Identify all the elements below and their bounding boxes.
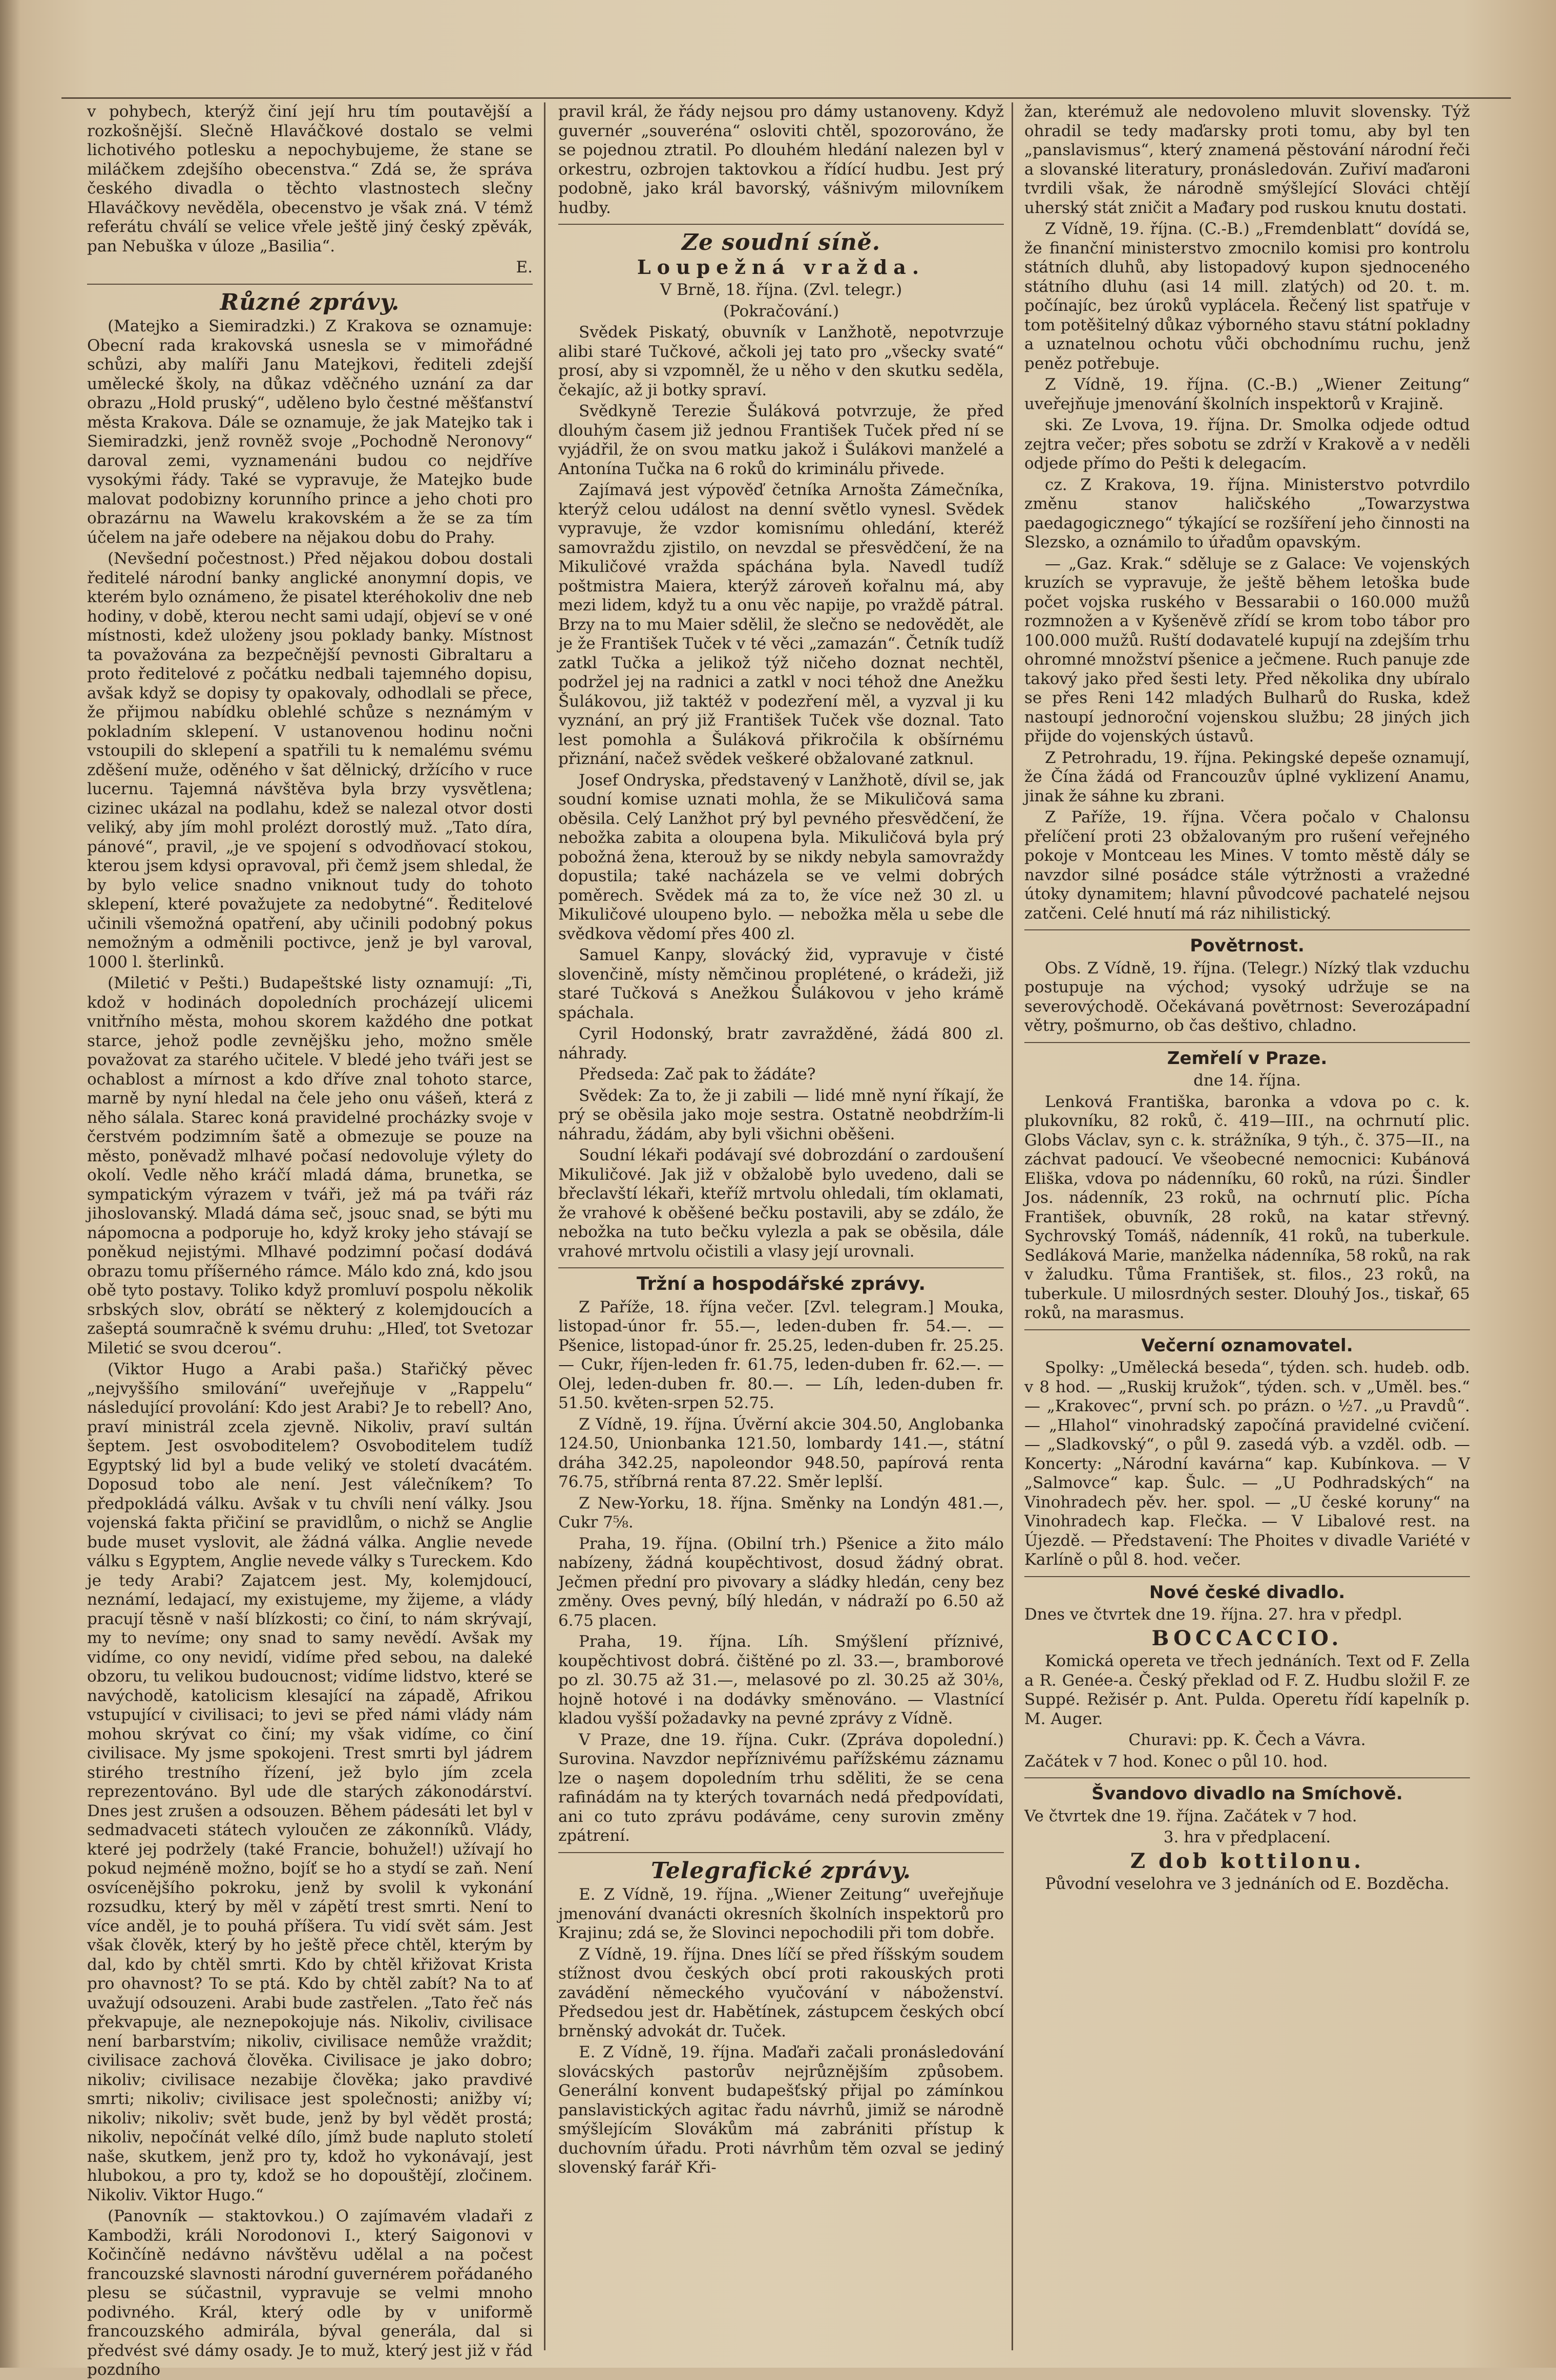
column-2 (558, 102, 1004, 2350)
telegraph-item: cz. Z Krakova, 19. října. Ministerstvo potvrdilo změnu stanov haličského „Towarzystwa paedagogicznego“ týkající se rozšíření jeho činnosti na Slezsko, a oznámilo to úřadům opavským. (1024, 475, 1470, 551)
theatre-date: Ve čtvrtek dne 19. října. Začátek v 7 hod. (1024, 1807, 1357, 1825)
column-rule-2 (1012, 102, 1013, 2350)
column-3 (1024, 102, 1470, 2350)
play-title: Z dob kottilonu. (1130, 1848, 1364, 1873)
market-item: Z Paříže, 18. října večer. [Zvl. telegram.] Mouka, listopad-únor fr. 55.—, leden-duben fr. 54.—. — Pšenice, listopad-únor fr. 25.25, leden-duben fr. 25.25. — Cukr, říjen-leden fr. 61.75, leden-duben fr. 62.—. — Olej, leden-duben fr. 80.—. — Líh, leden-duben fr. 51.50. květen-srpen 52.75. (558, 1298, 1004, 1412)
column-rule-1 (544, 102, 545, 2350)
court-text: Svědkyně Terezie Šuláková potvrzuje, že před dlouhým časem již jednou František Tuček před ní se vyjádřil, že on svou matku jakož i Šulákovi manželé a Antonína Tučka na 6 roků do kriminálu přivede. (558, 402, 1004, 478)
news-item: (Panovník — staktovkou.) O zajímavém vladaři z Kambodži, králi Norodonovi I., který Saigonovi v Kočinčíně nedávno návštěvu udělal a na počest francouzské slavnosti národní guvernérem pořádaného plesu se súčastnil, vypravuje se velmi mnoho podivného. Král, který odle by v uniformě francouzského admirála, býval generála, dal si předvést své dámy osady. Je to muž, který jest již v řád pozdního (87, 2207, 533, 2379)
article-signature: E. (516, 258, 533, 277)
divider (558, 1267, 1004, 1268)
telegraph-item: Z Vídně, 19. října. (C.-B.) „Wiener Zeitung“ uveřejňuje jmenování školních inspektorů v Krajině. (1024, 375, 1470, 413)
telegraph-item: E. Z Vídně, 19. října. Maďaři začali pronásledování slovácských pastorův nejrůznějším způsobem. Generální konvent budapešťský přijal po zámínkou panslavistických agitac řadu návrhů, jimiž se národně smýšlejícím Slovákům má zabrániti přístup k duchovním úřadu. Proti návrhům těm ozval se jediný slovenský farář Kři- (558, 2043, 1004, 2177)
telegraph-item: ski. Ze Lvova, 19. října. Dr. Smolka odjede odtud zejtra večer; přes sobotu se zdrží v Krakově a v neděli odjede přímo do Pešti k delegacím. (1024, 416, 1470, 473)
subscription-note: 3. hra v předplacení. (1163, 1828, 1331, 1846)
market-item: Z New-Yorku, 18. října. Směnky na Londýn 481.—, Cukr 7⅝. (558, 1494, 1004, 1532)
section-heading: Telegrafické zprávy. (651, 1857, 911, 1884)
court-text: Josef Ondryska, představený v Lanžhotě, dívil se, jak soudní komise uznati mohla, že se Mikuličová sama oběsila. Celý Lanžhot prý byl pevného přesvědčení, že nebožka zabita a oloupena byla. Mikuličová byla prý pobožná žena, kterouž by se nikdy nebyla samovraždy dopustila; také nacházela se ve velmi dobrých poměrech. Svědek má za to, že více než 30 zl. u Mikuličové uloupeno bylo. — nebožka měla u sebe dle svědkova vědomí přes 400 zl. (558, 771, 1004, 943)
section-heading: Večerní oznamovatel. (1141, 1335, 1353, 1356)
play-description: Původní veselohra ve 3 jednáních od E. Bozděcha. (1045, 1875, 1449, 1893)
events-list: Spolky: „Umělecká beseda“, týden. sch. hudeb. odb. v 8 hod. — „Ruskij kružok“, týden. sch. v „Uměl. bes.“ — „Krakovec“, první sch. po prázn. o ½7. „u Pravdů“. — „Hlahol“ vinohradský započíná pravidelné cvičení. — „Sladkovský“, o půl 9. zasedá výb. a vzděl. odb. — Koncerty: „Národní kavárna“ kap. Kubínkova. — V „Salmovce“ kap. Šulc. — „U Podhradských“ na Vinohradech pěv. her. spol. — „U české koruny“ na Vinohradech kap. Flečka. — V Libalové rest. na Újezdě. — Představení: The Phoites v divadle Variété v Karlíně o půl 8. hod. večer. (1024, 1358, 1470, 1569)
weather-report: Obs. Z Vídně, 19. října. (Telegr.) Nízký tlak vzduchu postupuje na východ; vysoký udržuje se na severovýchodě. Očekávaná povětrnost: Severozápadní větry, pošmurno, ob čas deštivo, chladno. (1024, 959, 1470, 1035)
market-item: V Praze, dne 19. října. Cukr. (Zpráva dopolední.) Surovina. Navzdor nepříznivému pařížskému záznamu lze o naşem dopoledním trhu sděliti, že se cena rafinádám na ty kterých tovarnách nedá předpovídati, ani co tuto zprávu podáváme, ceny surovin změny zpátrení. (558, 1730, 1004, 1845)
continuation-note: (Pokračování.) (723, 302, 839, 321)
play-times: Začátek v 7 hod. Konec o půl 10. hod. (1024, 1752, 1328, 1771)
court-text: Soudní lékaři podávají své dobrozdání o zardoušení Mikuličové. Jak již v obžalobě bylo uvedeno, dali se břeclavští lékaři, kteříž mrtvolu ohledali, tím oklamati, že vrahové k oběšené bečku postavili, aby se zdálo, že nebožka na tuto bečku vylezla a pak se oběsila, dále vrahové mrtvolu očistili a vlasy její urovnali. (558, 1146, 1004, 1261)
article-title: Loupežná vražda. (637, 255, 926, 279)
court-text: Svědek: Za to, že ji zabili — lidé mně nyní říkají, že prý se oběsila jako moje sestra. Ostatně neobdržím-li náhradu, žádám, aby byli všichni oběšeni. (558, 1086, 1004, 1143)
divider (558, 1852, 1004, 1853)
deaths-date: dne 14. října. (1193, 1071, 1301, 1090)
play-cast: Churavi: pp. K. Čech a Vávra. (1128, 1731, 1366, 1749)
divider (1024, 1042, 1470, 1043)
telegraph-item: — „Gaz. Krak.“ sděluje se z Galace: Ve vojenských kruzích se vypravuje, že ještě během letoška bude počet vojska ruského v Bessarabii o 160.000 mužů rozmnožen a v Kyšeněvě zřídí se krom tobo tábor pro 100.000 mužů. Ruští dodavatelé kupují na zdejším trhu ohromné množství pšenice a ječmene. Ruch panuje zde takový jako před šesti lety. Před několika dny ubíralo se přes Reni 142 mladých Bulharů do Ruska, kdež nastoupí jednoroční vojenskou službu; 28 jiných jich přijde do vojenských ústavů. (1024, 554, 1470, 746)
market-item: Z Vídně, 19. října. Úvěrní akcie 304.50, Anglobanka 124.50, Unionbanka 121.50, lombardy 141.—, státní dráha 342.25, napoleondor 948.50, papírová renta 76.75, stříbrná renta 87.22. Směr leplší. (558, 1415, 1004, 1491)
news-item: (Nevšední počestnost.) Před nějakou dobou dostali ředitelé národní banky anglické anonymní dopis, ve kterém bylo oznámeno, že pisatel kteréhokoliv dne neb hodiny, v době, kterou necht sami udají, objeví se v oné místnosti, kdež uloženy jsou poklady banky. Místnost ta považována za bezpečnější pevnosti Gibraltaru a proto ředitelové z počátku nedbali tajemného dopisu, avšak když se dopisy ty opakovaly, odhodlali se přece, že přijmou nabídku oblehlé schůze s neznámým v pokladním sklepení. V ustanovenou hodinu nočni vstoupili do sklepení a spatřili tu k nemalému svému zděšení muže, oděného v šat dělnický, držícího v ruce lucernu. Tajemná návštěva byla brzy vysvětlena; cizinec ukázal na podlahu, kdež se nalezal otvor dosti veliký, aby jím mohl prolézt dorostlý muž. „Tato díra, pánové“, pravil, „je ve spojení s odvodňovací stokou, kterou jsem kdysi opravoval, při čemž jsem shledal, že by bylo velice snadno vniknout tudy do tohoto sklepení, které považujete za nedobytné“. Ředitelové učinili všemožná opatření, aby učinili podobný pokus nemožným a odměnili poctivce, jenž je byl varoval, 1000 l. šterlinků. (87, 549, 533, 971)
deaths-list: Lenková Františka, baronka a vdova po c. k. plukovníku, 82 roků, č. 419—III., na ochrnutí plic. Globs Václav, syn c. k. strážníka, 9 týh., č. 375—II., na záchvat padoucí. Ve všeobecné nemocnici: Kubánová Eliška, vdova po nádenníku, 60 roků, na rúzi. Šindler Jos. nádenník, 23 roků, na ochrnutí plic. Pícha František, obuvník, 28 roků, na katar střevný. Sychrovský Tomáš, nádenník, 41 roků, na tuberkule. Sedláková Marie, manželka nádenníka, 58 roků, na rak v žaludku. Tůma František, st. filos., 23 roků, na tuberkule. U milosrdných sester. Dlouhý Jos., tiskař, 65 roků, na marasmus. (1024, 1092, 1470, 1322)
top-rule (61, 97, 1511, 99)
market-item: Praha, 19. října. (Obilní trh.) Pšenice a žito málo nabízeny, žádná koupěchtivost, dosud žádný obrat. Ječmen přední pro pivovary a sládky hledán, ceny bez změny. Oves pevný, bílý hledán, v nádraží po 6.50 až 6.75 placen. (558, 1534, 1004, 1630)
news-item: (Matejko a Siemiradzki.) Z Krakova se oznamuje: Obecní rada krakovská usnesla se v mimořádné schůzi, aby malíři Janu Matejkovi, řediteli zdejší umělecké školy, na důkaz vděčného uznání za dar obrazu „Hold pruský“, uděleno bylo čestné měšťanství města Krakova. Dále se oznamuje, že jak Matejko tak i Siemiradzki, jenž rovněž svoje „Pochodně Neronovy“ daroval zemi, vyznamenáni budou co nejdříve vysokými řády. Také se vypravuje, že Matejko bude malovat podobizny korunního prince a jeho choti pro obrazárnu na Wawelu krakovském a že se za tím účelem na jaře odebere na nějakou dobu do Prahy. (87, 317, 533, 547)
article-text: pravil král, že řády nejsou pro dámy ustanoveny. Když guvernér „souveréna“ osloviti chtěl, spozorováno, že se pojednou ztratil. Po dlouhém hledání nalezen byl v orkestru, ozbrojen taktovkou a řídící hudbu. Jest prý podobně, jako král bavorský, vášnivým milovníkem hudby. (558, 102, 1004, 217)
section-heading: Zemřelí v Praze. (1167, 1048, 1328, 1069)
court-text: Samuel Kanpy, slovácký žid, vypravuje v čisté slovenčině, místy němčinou proplétené, o krádeži, již staré Tučková s Anežkou Šulákovou v jeho krámě spáchala. (558, 946, 1004, 1022)
news-item: (Miletić v Pešti.) Budapeštské listy oznamují: „Ti, kdož v hodinách dopoledních procházejí ulicemi vnitřního města, mohou skorem každého dne potkat starce, jehož podle zevnějšku jeho, možno směle považovat za starého učitele. V bledé jeho tváři jest se ochablost a mírnost a kdo dříve znal tohoto starce, marně by nyní hledal na čele jeho onu vášeň, která z něho sálala. Starec koná pravidelné procházky svoje v čerstvém podzimním šatě a obmezuje se pouze na město, poněvadž mlhavé počasí nedovoluje výlety do okolí. Vedle něho kráčí mladá dáma, brunetka, se sympatickým výrazem v tváři, jež má pa tváři ráz jihoslovanský. Mladá dáma seč, jsouc snad, se býti mu nápomocna a podporuje ho, když kroky jeho stávají se poněkud nejistými. Mlhavé podzimní počasí dodává obrazu tomu příšerného rámce. Málo kdo zná, kdo jsou obě tyto postavy. Toliko když promluví pospolu několik srbských slov, obrátí se některý z kolemjdoucích a zašeptá soumračně k svému druhu: „Hleď, tot Svetozar Miletić se svou dcerou“. (87, 974, 533, 1357)
market-item: Praha, 19. října. Líh. Smýšlení příznivé, koupěchtivost dobrá. čištěné po zl. 33.—, bramborové po zl. 30.75 až 31.—, melasové po zl. 30.25 až 30⅛, hojně hotové i na dodávky směnováno. — Vlastnící kladou vyšší požadavky na pevné zprávy z Vídně. (558, 1632, 1004, 1728)
divider (1024, 929, 1470, 930)
section-heading: Švandovo divadlo na Smíchově. (1091, 1783, 1403, 1804)
telegraph-item: Z Vídně, 19. října. (C.-B.) „Fremdenblatt“ dovídá se, že finanční ministerstvo zmocnilo komisi pro kontrolu státních dluhů, aby listopadový kupon sjednoceného státního dluhu (asi 14 mill. zlatých) od 20. t. m. počínajíc, bez úroků vyplácela. Řečený list spatřuje v tom potěšitelný důkaz výborného stavu státní pokladny a uznatelnou ochotu vůči obchodnímu ruchu, jenž peněz potřebuje. (1024, 220, 1470, 373)
court-text: Cyril Hodonský, bratr zavražděné, žádá 800 zl. náhrady. (558, 1025, 1004, 1062)
page-edge-shadow (0, 0, 20, 2368)
divider (1024, 1329, 1470, 1330)
telegraph-item: Z Petrohradu, 19. října. Pekingské depeše oznamují, že Čína žádá od Francouzův úplné vyklizení Anamu, jinak že sáhne ku zbrani. (1024, 748, 1470, 805)
section-heading: Ze soudní síně. (681, 229, 881, 256)
court-text: Svědek Piskatý, obuvník v Lanžhotě, nepotvrzuje alibi staré Tučkové, ačkoli jej tato pro „všecky svaté“ prosí, aby si vzpomněl, že u něho v den skutku seděla, čekajíc, až ji botky spraví. (558, 323, 1004, 399)
telegraph-item: žan, kterémuž ale nedovoleno mluvit slovensky. Týž ohradil se tedy maďarsky proti tomu, aby byl ten „panslavismus“, který znamená pěstování národní řeči a slovanské literatury, pronásledován. Zuřiví maďaroni tvrdili však, že národně smýšlející Slováci chtějí uherský stát zničit a Mađary pod ruskou knutu dostati. (1024, 102, 1470, 217)
theatre-date: Dnes ve čtvrtek dne 19. října. 27. hra v předpl. (1024, 1605, 1403, 1624)
section-heading: Různé zprávy. (220, 289, 400, 315)
play-title: BOCCACCIO. (1151, 1626, 1343, 1650)
court-text: Zajímavá jest výpověď četníka Arnošta Zámečníka, kterýž celou událost na denní světlo vynesl. Svědek vypravuje, že vzdor komisnímu ohledání, kteréž samovraždu zjistilo, on nevzdal se přesvědčení, že na Mikuličové vražda spáchána byla. Navedl tudíž poštmistra Maiera, kterýž zároveň kořalnu má, aby mezi lidem, když tu a onu věc napije, po vraždě pátral. Brzy na to mu Maier sdělil, že slečno se nedovědět, ale je že František Tuček v té věci „zamazán“. Četník tudíž zatkl Tučka a jelikož týž ničeho doznat nechtěl, podržel jej na radnici a zatkl v noci téhož dne Anežku Šulákovou, již taktéž v podezření měl, a vyzval ji ku vyznání, an prý již František Tuček vše doznal. Tato lest pomohla a Šuláková přikročila k obšírnému přiznání, načež svědek veškeré obžalované zatknul. (558, 481, 1004, 768)
telegraph-item: Z Vídně, 19. října. Dnes líčí se před říšským soudem stížnost dvou českých obcí proti rakouských proti zavádění německého vyučování v náboženství. Předsedou jest dr. Habětínek, zástupcem českých obcí brněnský advokát dr. Tuček. (558, 1945, 1004, 2041)
telegraph-item: Z Paříže, 19. října. Včera počalo v Chalonsu přelíčení proti 23 obžalovaným pro rušení veřejného pokoje v Montceau les Mines. V tomto městě dály se navzdor silné posádce stále výtržnosti a vražedné útoky dynamitem; hlavní původcové pachatelé nejsou zatčeni. Celé hnutí má ráz nihilistický. (1024, 808, 1470, 923)
section-heading: Nové české divadlo. (1149, 1582, 1345, 1603)
divider (87, 284, 533, 285)
play-description: Komická opereta ve třech jednáních. Text od F. Zella a R. Genée-a. Český překlad od F. Z. Hudbu složil F. ze Suppé. Režisér p. Ant. Pulda. Operetu řídí kapelník p. M. Auger. (1024, 1652, 1470, 1728)
court-text: Předseda: Zač pak to žádáte? (579, 1065, 816, 1083)
article-text: v pohybech, kterýž činí její hru tím poutavější a rozkošnější. Slečně Hlaváčkové dostalo se velmi lichotivého potlesku a nepochybujeme, že stane se miláčkem zdejšího obecenstva.“ Zdá se, že správa českého divadla o těchto vlastnostech slečny Hlaváčkovy nevěděla, obecenstvo je však zná. V témž referátu chválí se velice vřele ještě jiný český zpěvák, pan Nebuška v úloze „Basilia“. (87, 102, 533, 256)
news-item: (Viktor Hugo a Arabi paša.) Stařičký pěvec „nejvyššího smilování“ uveřejňuje v „Rappelu“ následující provolání: Kdo jest Arabi? Je to rebell? Ano, praví ministrál zcela zjevně. Nikoliv, praví sultán šeptem. Jest osvoboditelem? Osvoboditelem tudíž Egyptský lid byl a bude veliký ve století dvacátém. Doposud tobo ale není. Jest válečníkem? To předpokládá válku. Avšak v tu chvíli není války. Jsou vojenská fakta přičiní se pravidlům, o nichž se Anglie bude muset vyslovit, ale žádná válka. Anglie nevede válku s Egyptem, Anglie nevede války s Tureckem. Kdo je tedy Arabi? Zajatcem jest. My, kolemjdoucí, neznámí, ledajací, my existujeme, my žijeme, a vlády pracují těsně v naší blízkosti; co činí, to nám skrývají, my to nevíme; ony snad to samy nevědí. Avšak my vidíme, co ony nevidí, vidíme před sebou, na daleké obzoru, tu velikou budoucnost; vidíme lidstvo, které se navýchodě, katolicism klesající na západě, Afrikou vstupující v civilisaci; to jevi se před námi vlády nám mohou skrývat co činí; my však vidíme, co činí civilisace. My jsme spokojeni. Trest smrti byl jádrem stirého trestního řízení, jež bylo jím zcela reprezentováno. Byl ude dle starých zákonodárství. Dnes jest zrušen a odsouzen. Během pádesáti let byl v sedmadvaceti státech vyloučen ze zákonníků. Vlády, které jej podržely (také Francie, bohužel!) užívají ho pokud nejméně možno, bojíť se ho a stydí se zaň. Není osvícenějšího pokroku, jenž by svolil k vykonání rozsudku, který by měl v zápětí trest smrti. Není to více anděl, je to pouhá příšera. Tu vidí svět sám. Jest však člověk, který by ho ještě přece chtěl, kterým by dal, kdo by chtěl smrti. Kdo by chtěl křižovat Krista pro ohavnost? To se ptá. Kdo by chtěl zabít? Na to ať uvažují odsouzeni. Arabi bude zastřelen. „Tato řeč nás překvapuje, ale neznepokojuje nás. Nikoliv, civilisace není barbarstvím; nikoliv, civilisace nemůže vraždit; civilisace zachová člověka. Civilisace je jako dobro; nikoliv; civilisace nezabije člověka; jako pravdivé smrti; nikoliv; civilisace jest společnosti; anižby ví; nikoliv; nikoliv; svět bude, jenž by byl vědět prostá; nikoliv, nepočínát velké dílo, jímž bude napluto století naše, skutkem, jenž pro ty, kdož ho vykonávají, jest hlubokou, a pro ty, kdož se ho dopouštějí, zločinem. Nikoliv. Viktor Hugo.“ (87, 1360, 533, 2204)
telegraph-item: E. Z Vídně, 19. října. „Wiener Zeitung“ uveřejňuje jmenování dvanácti okresních školních inspektorů pro Krajinu; zdá se, že Slovinci nepochodili při tom dobře. (558, 1885, 1004, 1942)
divider (1024, 1777, 1470, 1778)
column-1 (87, 102, 533, 2379)
section-heading: Tržní a hospodářské zprávy. (636, 1273, 926, 1294)
divider (558, 224, 1004, 225)
section-heading: Povětrnost. (1190, 936, 1305, 956)
dateline: V Brně, 18. října. (Zvl. telegr.) (660, 281, 902, 299)
divider (1024, 1576, 1470, 1577)
